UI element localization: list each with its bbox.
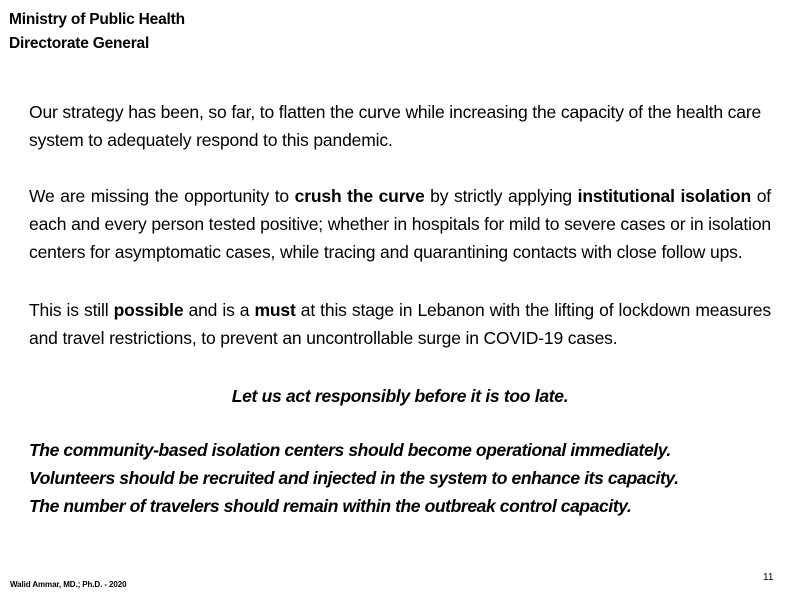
opportunity-text-2: by strictly applying xyxy=(424,186,578,206)
slide-body xyxy=(29,98,771,550)
recommendation-line: The number of travelers should remain within the outbreak control capacity. xyxy=(29,496,632,516)
footer-author: Walid Ammar, MD.; Ph.D. - 2020 xyxy=(10,580,127,589)
recommendation-line: Volunteers should be recruited and injected in the system to enhance its capacity. xyxy=(29,468,679,488)
directorate-name: Directorate General xyxy=(9,35,150,52)
possibility-bold-1: possible xyxy=(113,300,184,320)
opportunity-bold-1: crush the curve xyxy=(294,186,425,206)
possibility-text-2: and is a xyxy=(183,300,255,320)
strategy-paragraph: Our strategy has been, so far, to flatten the curve while increasing the capacity of the health care system to adequately respond to this pandemic. xyxy=(29,102,762,150)
slide-header xyxy=(9,8,185,56)
ministry-name: Ministry of Public Health xyxy=(9,11,185,28)
closing-recommendations xyxy=(29,436,771,520)
possibility-text-3: at this stage in Lebanon with the lifting of lockdown measures and travel restrictions, to prevent an uncontrollable surge in COVID-19 cases. xyxy=(29,300,771,348)
recommendation-line: The community-based isolation centers should become operational immediately. xyxy=(29,440,671,460)
possibility-bold-2: must xyxy=(254,300,296,320)
possibility-paragraph xyxy=(29,296,771,352)
call-to-action: Let us act responsibly before it is too late. xyxy=(231,386,569,406)
opportunity-bold-2: institutional isolation xyxy=(577,186,752,206)
opportunity-text-1: We are missing the opportunity to xyxy=(29,186,295,206)
page-number: 11 xyxy=(763,572,774,583)
opportunity-paragraph xyxy=(29,182,771,266)
possibility-text-1: This is still xyxy=(29,300,114,320)
opportunity-text-3: of each and every person tested positive; whether in hospitals for mild to severe cases or in isolation centers for asymptomatic cases, while tracing and quarantining contacts with close follow ups. xyxy=(29,186,771,262)
